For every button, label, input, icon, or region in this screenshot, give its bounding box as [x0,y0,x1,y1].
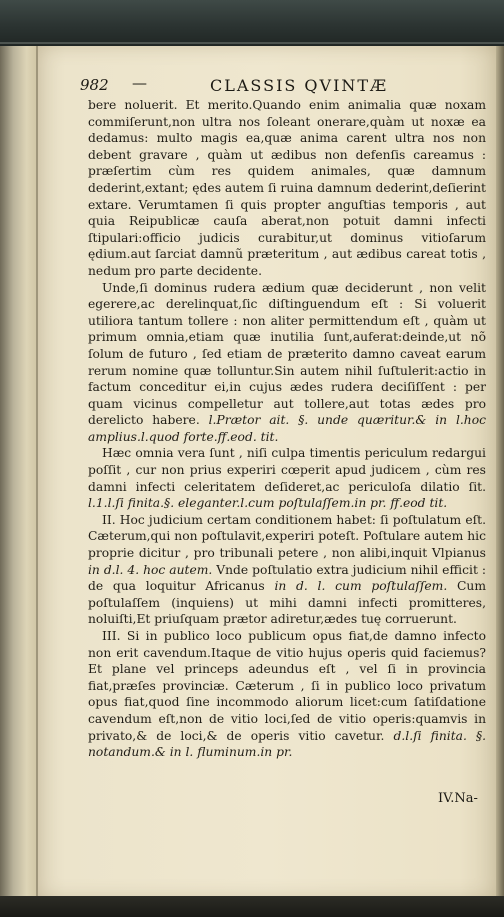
book-edge-line [0,42,504,44]
paragraph-4-text: II. Hoc judicium certam conditionem habet: ſi poſtulatum eſt. Cæterum,qui non poſtulavit,experiri poteſt. Poſtulare autem hic proprie dicitur , pro tribunali petere , non alibi,inquit Vlpianus [88,512,486,561]
main-text [88,97,486,761]
paragraph-4-text-2: Vnde poſtulatio extra judicium nihil efficit : de qua loquitur Africanus [88,562,486,594]
paragraph-5-text: III. Si in publico loco publicum opus fiat,de damno infecto non erit cavendum.Itaque de vitio hujus operis quid faciemus?Et plane vel princeps adeundus eſt , vel ſi in provincia fiat,præſes provinciæ. Cæterum , ſi in publico loco privatum opus fiat,quod ſine incommodo aliorum licet:cum ſatiſdatione cavendum eſt,non de vitio loci,ſed de vitio operis:quamvis in privato,& de loci,& de operis vitio cavetur. [88,629,486,743]
running-head: CLASSIS QVINTÆ [210,76,389,95]
paragraph-3 [88,445,486,511]
book-gutter [0,46,38,898]
page-number: 982 [80,76,109,94]
paragraph-3-text: Hæc omnia vera ſunt , niſi culpa timentis periculum redargui poſſit , cur non prius experiri cœperit apud judicem , cùm res damni infecti celeritatem deſideret,ac periculoſa dilatio ſit. [88,446,486,494]
catchword: IV.Na- [438,791,478,806]
citation-4b: in d. l. cum poſtulaſſem. [274,579,448,594]
header-dash: — [132,74,147,92]
paragraph-2-text: Unde,ſi dominus rudera ædium quæ deciderunt , non velit egerere,ac derelinquat,ſic diſtinguendum eſt : Si voluerit utiliora tantum tollere : non aliter permittendum eſt , quàm ut primum omnia,etiam quæ inutilia ſunt,auferat:deinde,ut nõ ſolum de futuro , ſed etiam de præterito damno caveat earum rerum nomine quæ tolluntur.Sin autem nihil ſuſtulerit:actio in factum conceditur ei,in cujus ædes rudera deciſiſſent : per quam vicinus compelletur aut tollere,aut totas ædes pro derelicto habere. [88,280,486,428]
citation-3: l.1.l.ſi finita.§. eleganter.l.cum poſtulaſſem.in pr. ff.eod tit. [88,496,448,511]
book-edge-bottom [0,896,504,917]
citation-4a: in d.l. 4. hoc autem. [88,562,213,577]
book-edge-top [0,0,504,48]
paragraph-4 [88,512,486,628]
paragraph-4-text-3: Cum poſtulaſſem (inquiens) ut mihi damni infecti promitteres, noluiſti,Et priuſquam prætor adiretur,ædes tuę corruerunt. [88,579,486,627]
paragraph-5 [88,628,486,761]
paragraph-2 [88,280,486,446]
page-edge-right [496,46,504,898]
citation-5: d.l.ſi finita. §. notandum.& in l. fluminum.in pr. [88,728,487,760]
page-header [80,76,480,98]
citation-2: l.Prætor ait. §. unde quæritur.& in l.hoc amplius.l.quod forte.ff.eod. tit. [88,413,486,444]
paragraph-1: bere noluerit. Et merito.Quando enim animalia quæ noxam commiſerunt,non ultra nos ſoleant onerare,quàm ut noxæ ea dedamus: multo magis ea,quæ anima carent ultra nos non debent gravare , quàm ut ædibus non defenſis careamus : præſertim cùm res quidem animales, quæ damnum dederint,extant; ędes autem ſi ruina damnum dederint,deſierint extare. Verumtamen ſi quis propter anguſtias temporis , aut quia Reipublicæ cauſa aberat,non potuit damni infecti ſtipulari:officio judicis curabitur,ut dominus vitioſarum ędium.aut ſarciat damnũ præteritum , aut ædibus careat totis , nedum pro parte decidente. [88,98,486,278]
